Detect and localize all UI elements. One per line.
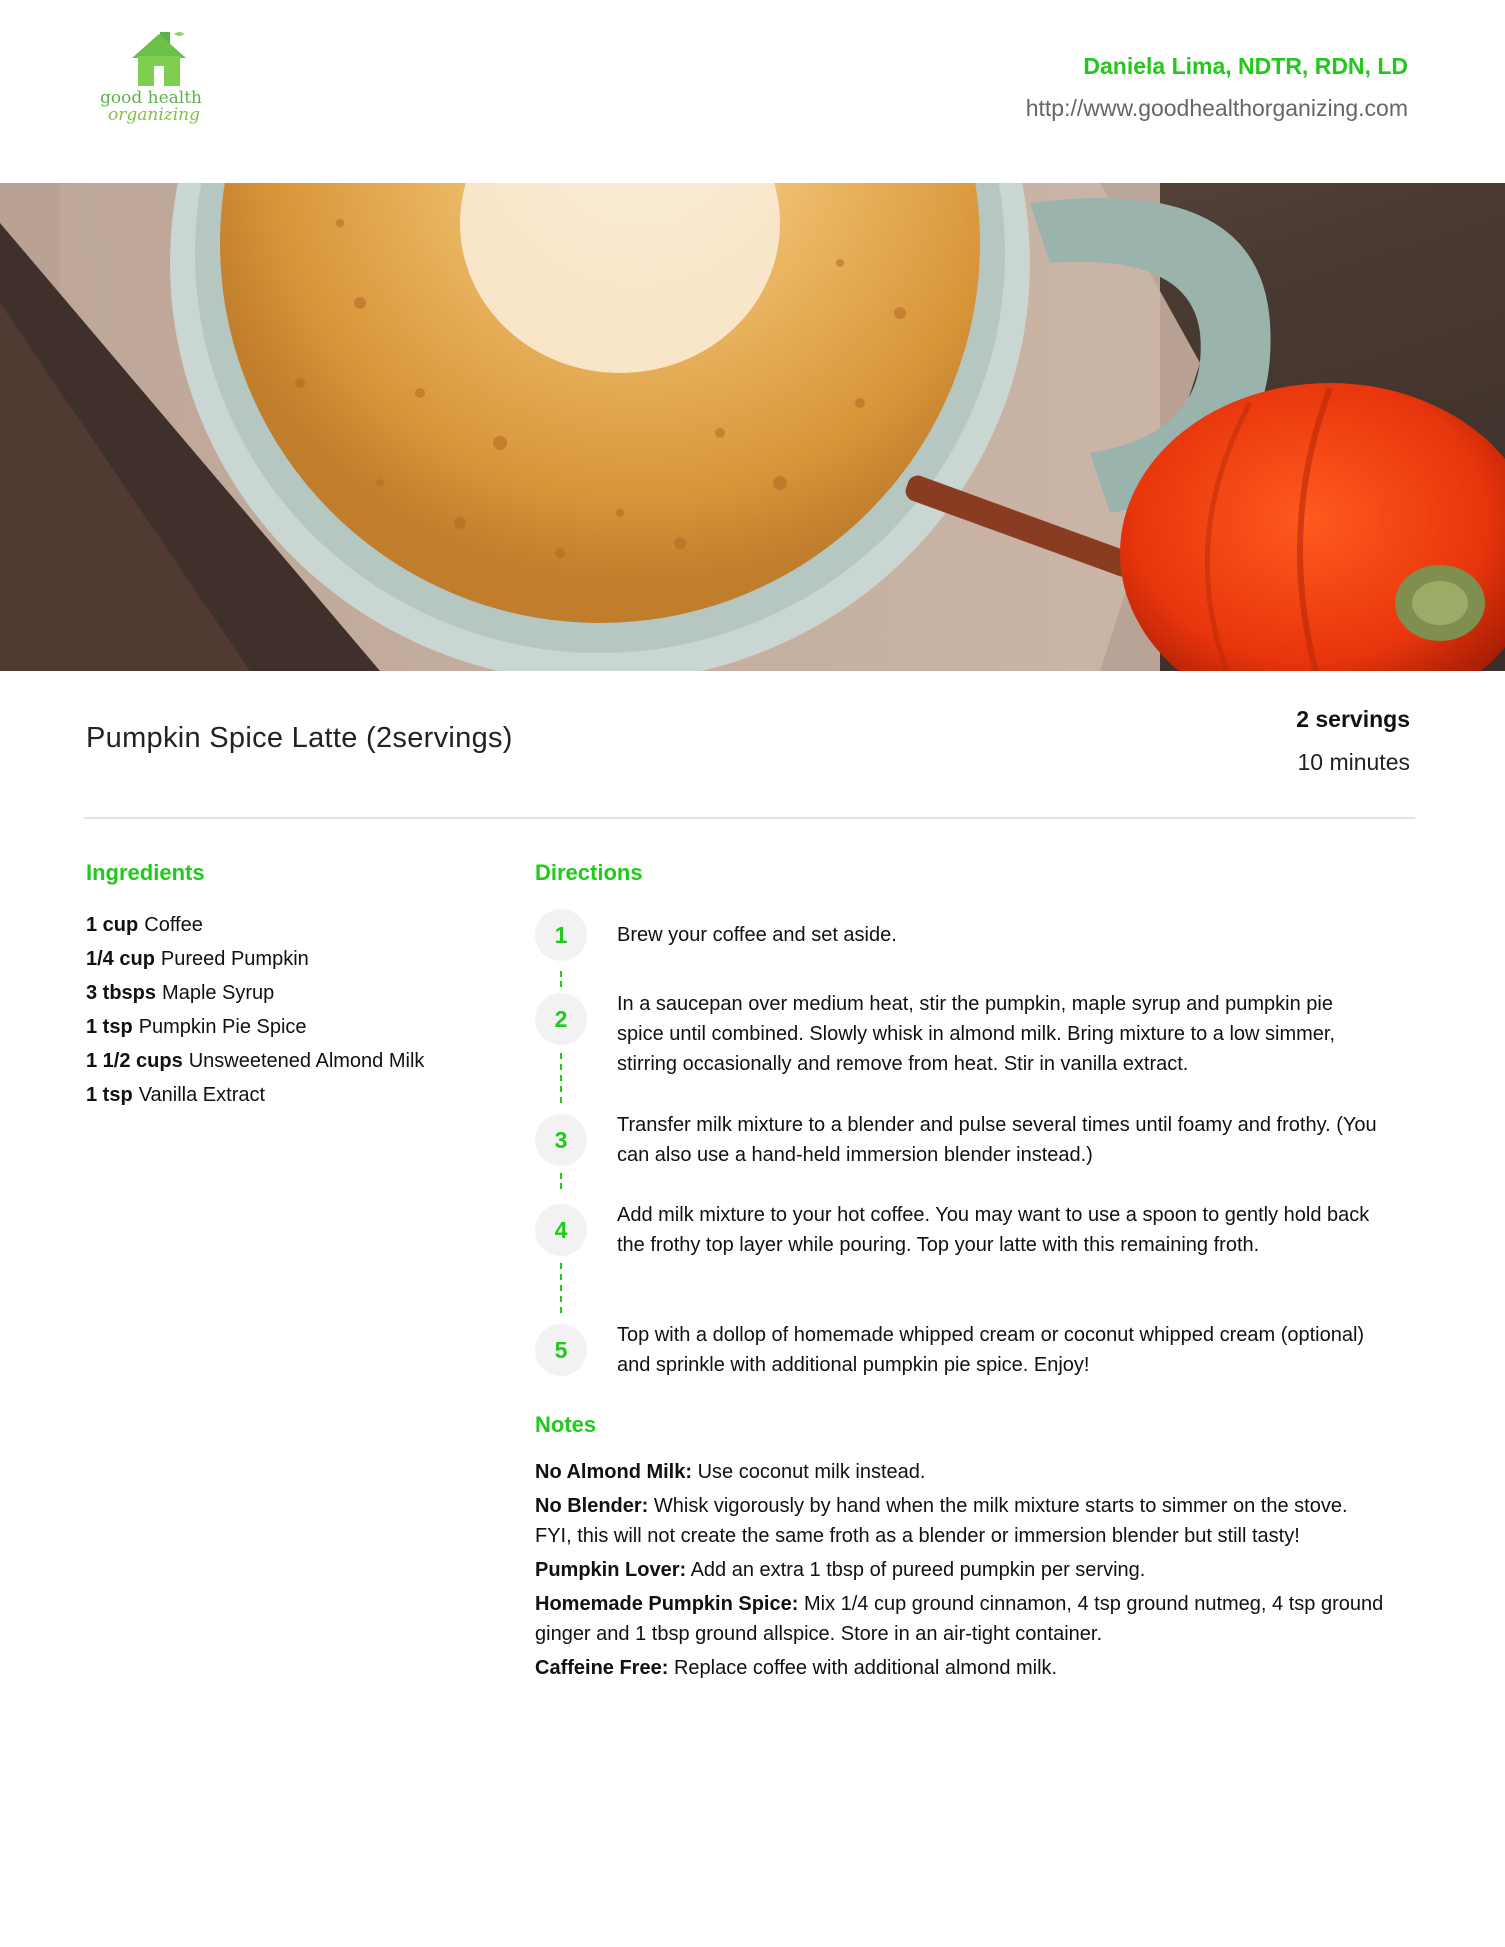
logo-text-line2: organizing (108, 105, 200, 125)
ingredient-item (86, 942, 506, 976)
house-icon (128, 28, 190, 88)
author-name: Daniela Lima, NDTR, RDN, LD (1083, 53, 1408, 79)
note-text: Mix 1/4 cup ground cinnamon, 4 tsp ground nutmeg, 4 tsp ground ginger and 1 tbsp ground allspice. Store in an air-tight container. (535, 1593, 1384, 1645)
note-text: Add an extra 1 tbsp of pureed pumpkin per serving. (690, 1559, 1146, 1581)
step-text: Add milk mixture to your hot coffee. You may want to use a spoon to gently hold back the frothy top layer while pouring. Top your latte with this remaining froth. (617, 1204, 1370, 1256)
ingredient-qty: 1/4 cup (86, 948, 155, 970)
step-connector (560, 1053, 562, 1103)
ingredient-qty: 1 tsp (86, 1016, 133, 1038)
note-item (535, 1589, 1385, 1649)
step-number: 3 (535, 1114, 587, 1166)
ingredient-qty: 1 cup (86, 914, 139, 936)
note-label: No Almond Milk: (535, 1461, 693, 1483)
logo-text-line1: good health (100, 88, 202, 108)
ingredient-qty: 1 tsp (86, 1084, 133, 1106)
note-label: Pumpkin Lover: (535, 1559, 687, 1581)
ingredient-item (86, 908, 506, 942)
ingredient-item (86, 976, 506, 1010)
ingredient-item (86, 1078, 506, 1112)
ingredient-item (86, 1044, 506, 1078)
step-number: 1 (535, 909, 587, 961)
step-text: Transfer milk mixture to a blender and pulse several times until foamy and frothy. (You can also use a hand-held immersion blender instead.) (617, 1114, 1377, 1166)
ingredients-heading: Ingredients (86, 860, 205, 885)
step-text: Brew your coffee and set aside. (617, 924, 897, 946)
note-text: Whisk vigorously by hand when the milk mixture starts to simmer on the stove. FYI, this will not create the same froth as a blender or immersion blender but still tasty! (535, 1495, 1348, 1547)
notes-heading: Notes (535, 1412, 597, 1437)
ingredient-qty: 3 tbsps (86, 982, 157, 1004)
step-number: 5 (535, 1324, 587, 1376)
ingredient-name: Unsweetened Almond Milk (188, 1050, 425, 1072)
directions-heading: Directions (535, 860, 643, 885)
note-item (535, 1457, 1385, 1487)
step-connector (560, 971, 562, 987)
note-text: Replace coffee with additional almond milk. (673, 1657, 1058, 1679)
ingredient-name: Coffee (144, 914, 203, 936)
step-text: In a saucepan over medium heat, stir the pumpkin, maple syrup and pumpkin pie spice until combined. Slowly whisk in almond milk. Bring mixture to a low simmer, stirring occasionally and remove from heat. Stir in vanilla extract. (617, 993, 1336, 1075)
ingredient-name: Maple Syrup (162, 982, 275, 1004)
ingredient-qty: 1 1/2 cups (86, 1050, 183, 1072)
ingredients-list (86, 908, 506, 1112)
step-number: 2 (535, 993, 587, 1045)
recipe-title: Pumpkin Spice Latte (2servings) (86, 722, 513, 754)
note-item (535, 1491, 1385, 1551)
step-connector (560, 1263, 562, 1313)
servings-count: 2 servings (1296, 706, 1410, 732)
note-label: Caffeine Free: (535, 1657, 669, 1679)
note-text: Use coconut milk instead. (697, 1461, 926, 1483)
ingredient-name: Vanilla Extract (138, 1084, 266, 1106)
website-link[interactable]: http://www.goodhealthorganizing.com (1025, 95, 1408, 121)
note-item (535, 1555, 1385, 1585)
ingredient-name: Pumpkin Pie Spice (138, 1016, 307, 1038)
step-text: Top with a dollop of homemade whipped cream or coconut whipped cream (optional) and sprinkle with additional pumpkin pie spice. Enjoy! (617, 1324, 1365, 1376)
divider (84, 817, 1415, 819)
brand-logo (92, 28, 222, 143)
note-label: Homemade Pumpkin Spice: (535, 1593, 799, 1615)
ingredient-name: Pureed Pumpkin (160, 948, 309, 970)
step-connector (560, 1173, 562, 1189)
note-label: No Blender: (535, 1495, 649, 1517)
prep-time: 10 minutes (1297, 749, 1410, 775)
hero-photo (0, 183, 1505, 671)
notes-list (535, 1457, 1385, 1687)
note-item (535, 1653, 1385, 1683)
step-number: 4 (535, 1204, 587, 1256)
ingredient-item (86, 1010, 506, 1044)
